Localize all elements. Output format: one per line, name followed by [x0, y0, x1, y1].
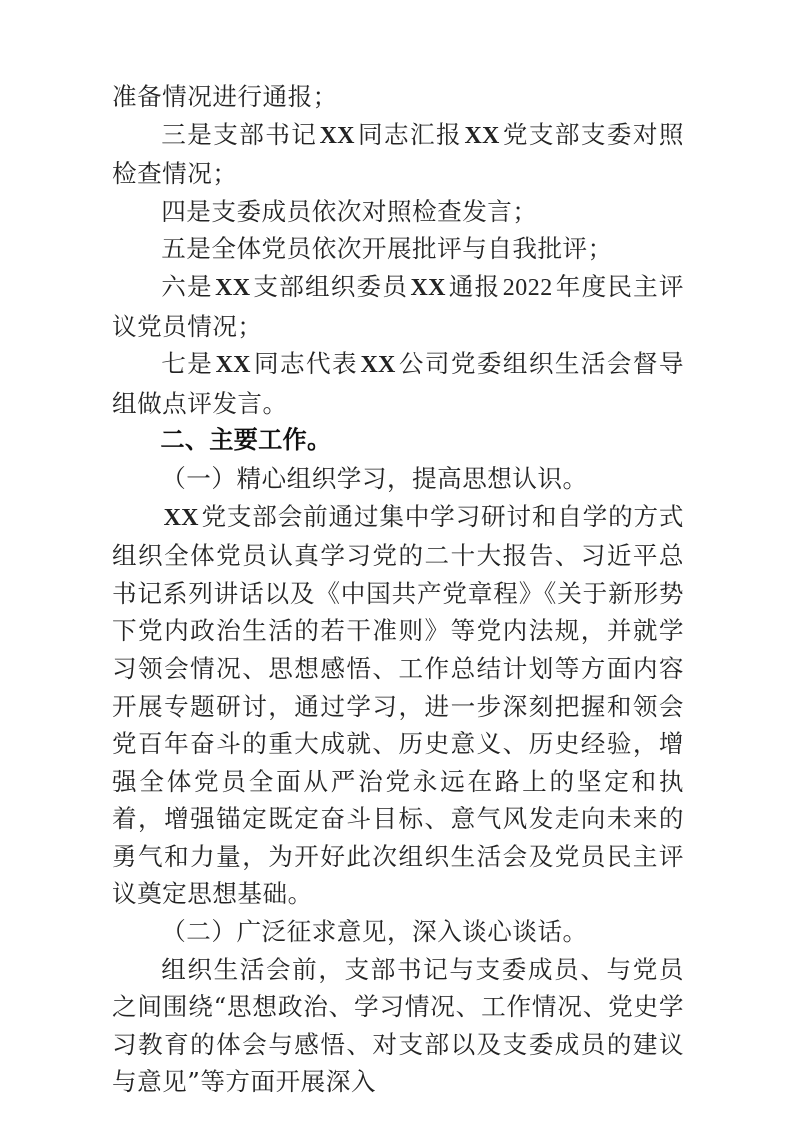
- inline-placeholder-token: XX: [215, 352, 251, 379]
- section-heading-main-work: 二、主要工作。: [160, 426, 332, 455]
- inline-placeholder-token: XX: [319, 122, 355, 149]
- inline-placeholder-token: XX: [163, 504, 199, 531]
- inline-placeholder-token: XX: [464, 122, 500, 149]
- paragraph-agenda-item-seven: 七是XX同志代表XX公司党委组织生活会督导组做点评发言。: [112, 349, 685, 418]
- paragraph-continuation: 准备情况进行通报；: [112, 82, 338, 111]
- paragraph-agenda-item-six: 六是XX支部组织委员XX通报2022年度民主评议党员情况；: [112, 271, 685, 341]
- subsection-heading-solicit-opinions: （二）广泛征求意见，深入谈心谈话。: [161, 917, 588, 947]
- paragraph-agenda-item-five: 五是全体党员依次开展批评与自我批评；: [161, 234, 613, 264]
- paragraph-agenda-item-three: 三是支部书记XX同志汇报XX党支部支委对照检查情况；: [112, 119, 685, 189]
- subsection-heading-organize-study: （一）精心组织学习，提高思想认识。: [161, 463, 588, 493]
- inline-placeholder-token: XX: [215, 274, 251, 301]
- paragraph-organize-study-body: XX党支部会前通过集中学习研讨和自学的方式组织全体党员认真学习党的二十大报告、习近平总书记系列讲话以及《中国共产党章程》《关于新形势下党内政治生活的若干准则》等党内法规，并就学习领会情况、思想感悟、工作总结计划等方面内容开展专题研讨，通过学习，进一步深刻把握和领会党百年奋斗的重大成就、历史意义、历史经验，增强全体党员全面从严治党永远在路上的坚定和执着，增强锚定既定奋斗目标、意气风发走向未来的勇气和力量，为开好此次组织生活会及党员民主评议奠定思想基础。: [112, 501, 684, 909]
- inline-placeholder-token: XX: [410, 274, 446, 301]
- document-text-column: [112, 78, 684, 1101]
- paragraph-agenda-item-four: 四是支委成员依次对照检查发言；: [161, 196, 538, 226]
- paragraph-solicit-opinions-body: 组织生活会前，支部书记与支委成员、与党员之间围绕“思想政治、学习情况、工作情况、党史学习教育的体会与感悟、对支部以及支委成员的建议与意见”等方面开展深入: [112, 954, 684, 1097]
- inline-placeholder-token: XX: [360, 352, 396, 379]
- inline-number-token: 2022: [502, 274, 553, 301]
